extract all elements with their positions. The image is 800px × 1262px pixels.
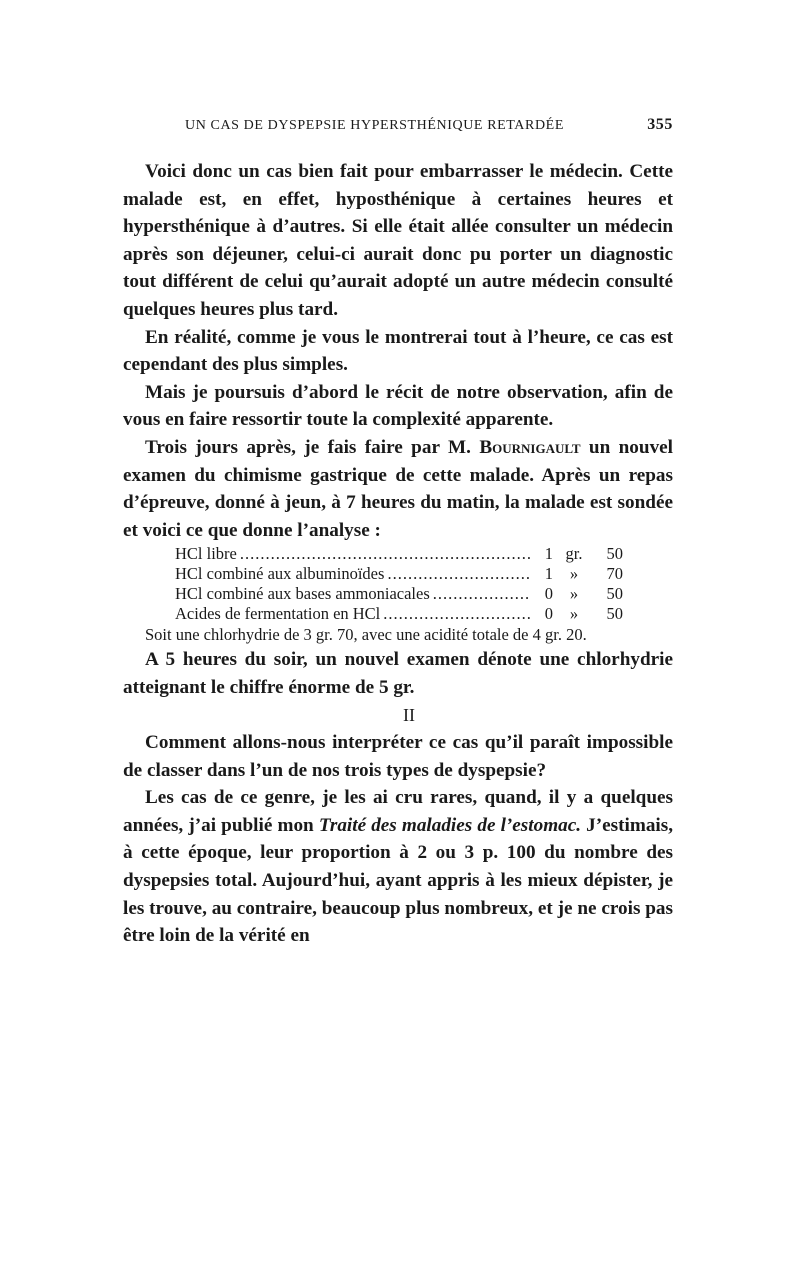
analysis-table [175, 544, 623, 624]
running-head-title: UN CAS DE DYSPEPSIE HYPERSTHÉNIQUE RETARDÉE [185, 118, 564, 133]
book-title: Traité des maladies de l’estomac. [318, 814, 582, 836]
analysis-value: 0 [544, 604, 553, 624]
person-name: Bournigault [479, 436, 581, 458]
paragraph-2: En réalité, comme je vous le montrerai tout à l’heure, ce cas est cependant des plus simples. [123, 326, 673, 376]
page-number: 355 [647, 116, 673, 133]
leader-dots [240, 544, 530, 564]
analysis-decimal: 70 [606, 564, 623, 584]
analysis-value: 1 [544, 564, 553, 584]
paragraph-5: Soit une chlorhydrie de 3 gr. 70, avec une acidité totale de 4 gr. 20. [145, 625, 587, 645]
paragraph-4 [123, 434, 673, 544]
analysis-label: HCl combiné aux albuminoïdes [175, 564, 385, 584]
analysis-row [175, 584, 623, 604]
analysis-value: 0 [544, 584, 553, 604]
leader-dots [433, 584, 530, 604]
analysis-value: 1 [544, 544, 553, 564]
paragraph-8-start: Les cas de ce genre, je les ai cru rares, quand, il y a quelques années, j’ai publié mon [123, 787, 673, 836]
analysis-row [175, 544, 623, 564]
analysis-decimal: 50 [606, 604, 623, 624]
analysis-decimal: 50 [606, 584, 623, 604]
analysis-unit: » [569, 604, 579, 624]
analysis-row [175, 604, 623, 624]
analysis-unit: » [569, 584, 579, 604]
paragraph-4-start: Trois jours après, je fais faire par M. [145, 436, 471, 458]
analysis-row [175, 564, 623, 584]
paragraph-6: A 5 heures du soir, un nouvel examen dénote une chlorhydrie atteignant le chiffre énorme de 5 gr. [123, 649, 673, 698]
leader-dots [387, 564, 530, 584]
leader-dots [383, 604, 530, 624]
analysis-label: HCl libre [175, 544, 237, 564]
paragraph-4-end: un nouvel examen du chimisme gastrique de cette malade. Après un repas d’épreuve, donné à jeun, à 7 heures du matin, la malade est sondée et voici ce que donne l’analyse : [123, 436, 674, 541]
analysis-label: HCl combiné aux bases ammoniacales [175, 584, 430, 604]
paragraph-8 [123, 784, 673, 950]
section-number: II [403, 704, 415, 725]
paragraph-3: Mais je poursuis d’abord le récit de notre observation, afin de vous en faire ressortir toute la complexité apparente. [123, 381, 673, 431]
running-head [123, 112, 673, 138]
analysis-unit: » [569, 564, 579, 584]
paragraph-7: Comment allons-nous interpréter ce cas qu’il paraît impossible de classer dans l’un de nos trois types de dyspepsie? [123, 732, 673, 781]
book-page [123, 112, 673, 950]
analysis-unit: gr. [565, 544, 583, 564]
body-text [123, 158, 673, 950]
analysis-decimal: 50 [606, 544, 623, 564]
paragraph-1: Voici donc un cas bien fait pour embarrasser le médecin. Cette malade est, en effet, hyposthénique à certaines heures et hypersthénique à d’autres. Si elle était allée consulter un médecin après son déjeuner, celui-ci aurait donc pu porter un diagnostic tout différent de celui qu’aurait adopté un autre médecin consulté quelques heures plus tard. [123, 161, 673, 320]
paragraph-8-end: J’estimais, à cette époque, leur proportion à 2 ou 3 p. 100 du nombre des dyspepsies total. Aujourd’hui, ayant appris à les mieux dépister, je les trouve, au contraire, beaucoup plus nombreux, et je ne crois pas être loin de la vérité en [123, 814, 674, 947]
analysis-label: Acides de fermentation en HCl [175, 604, 381, 624]
